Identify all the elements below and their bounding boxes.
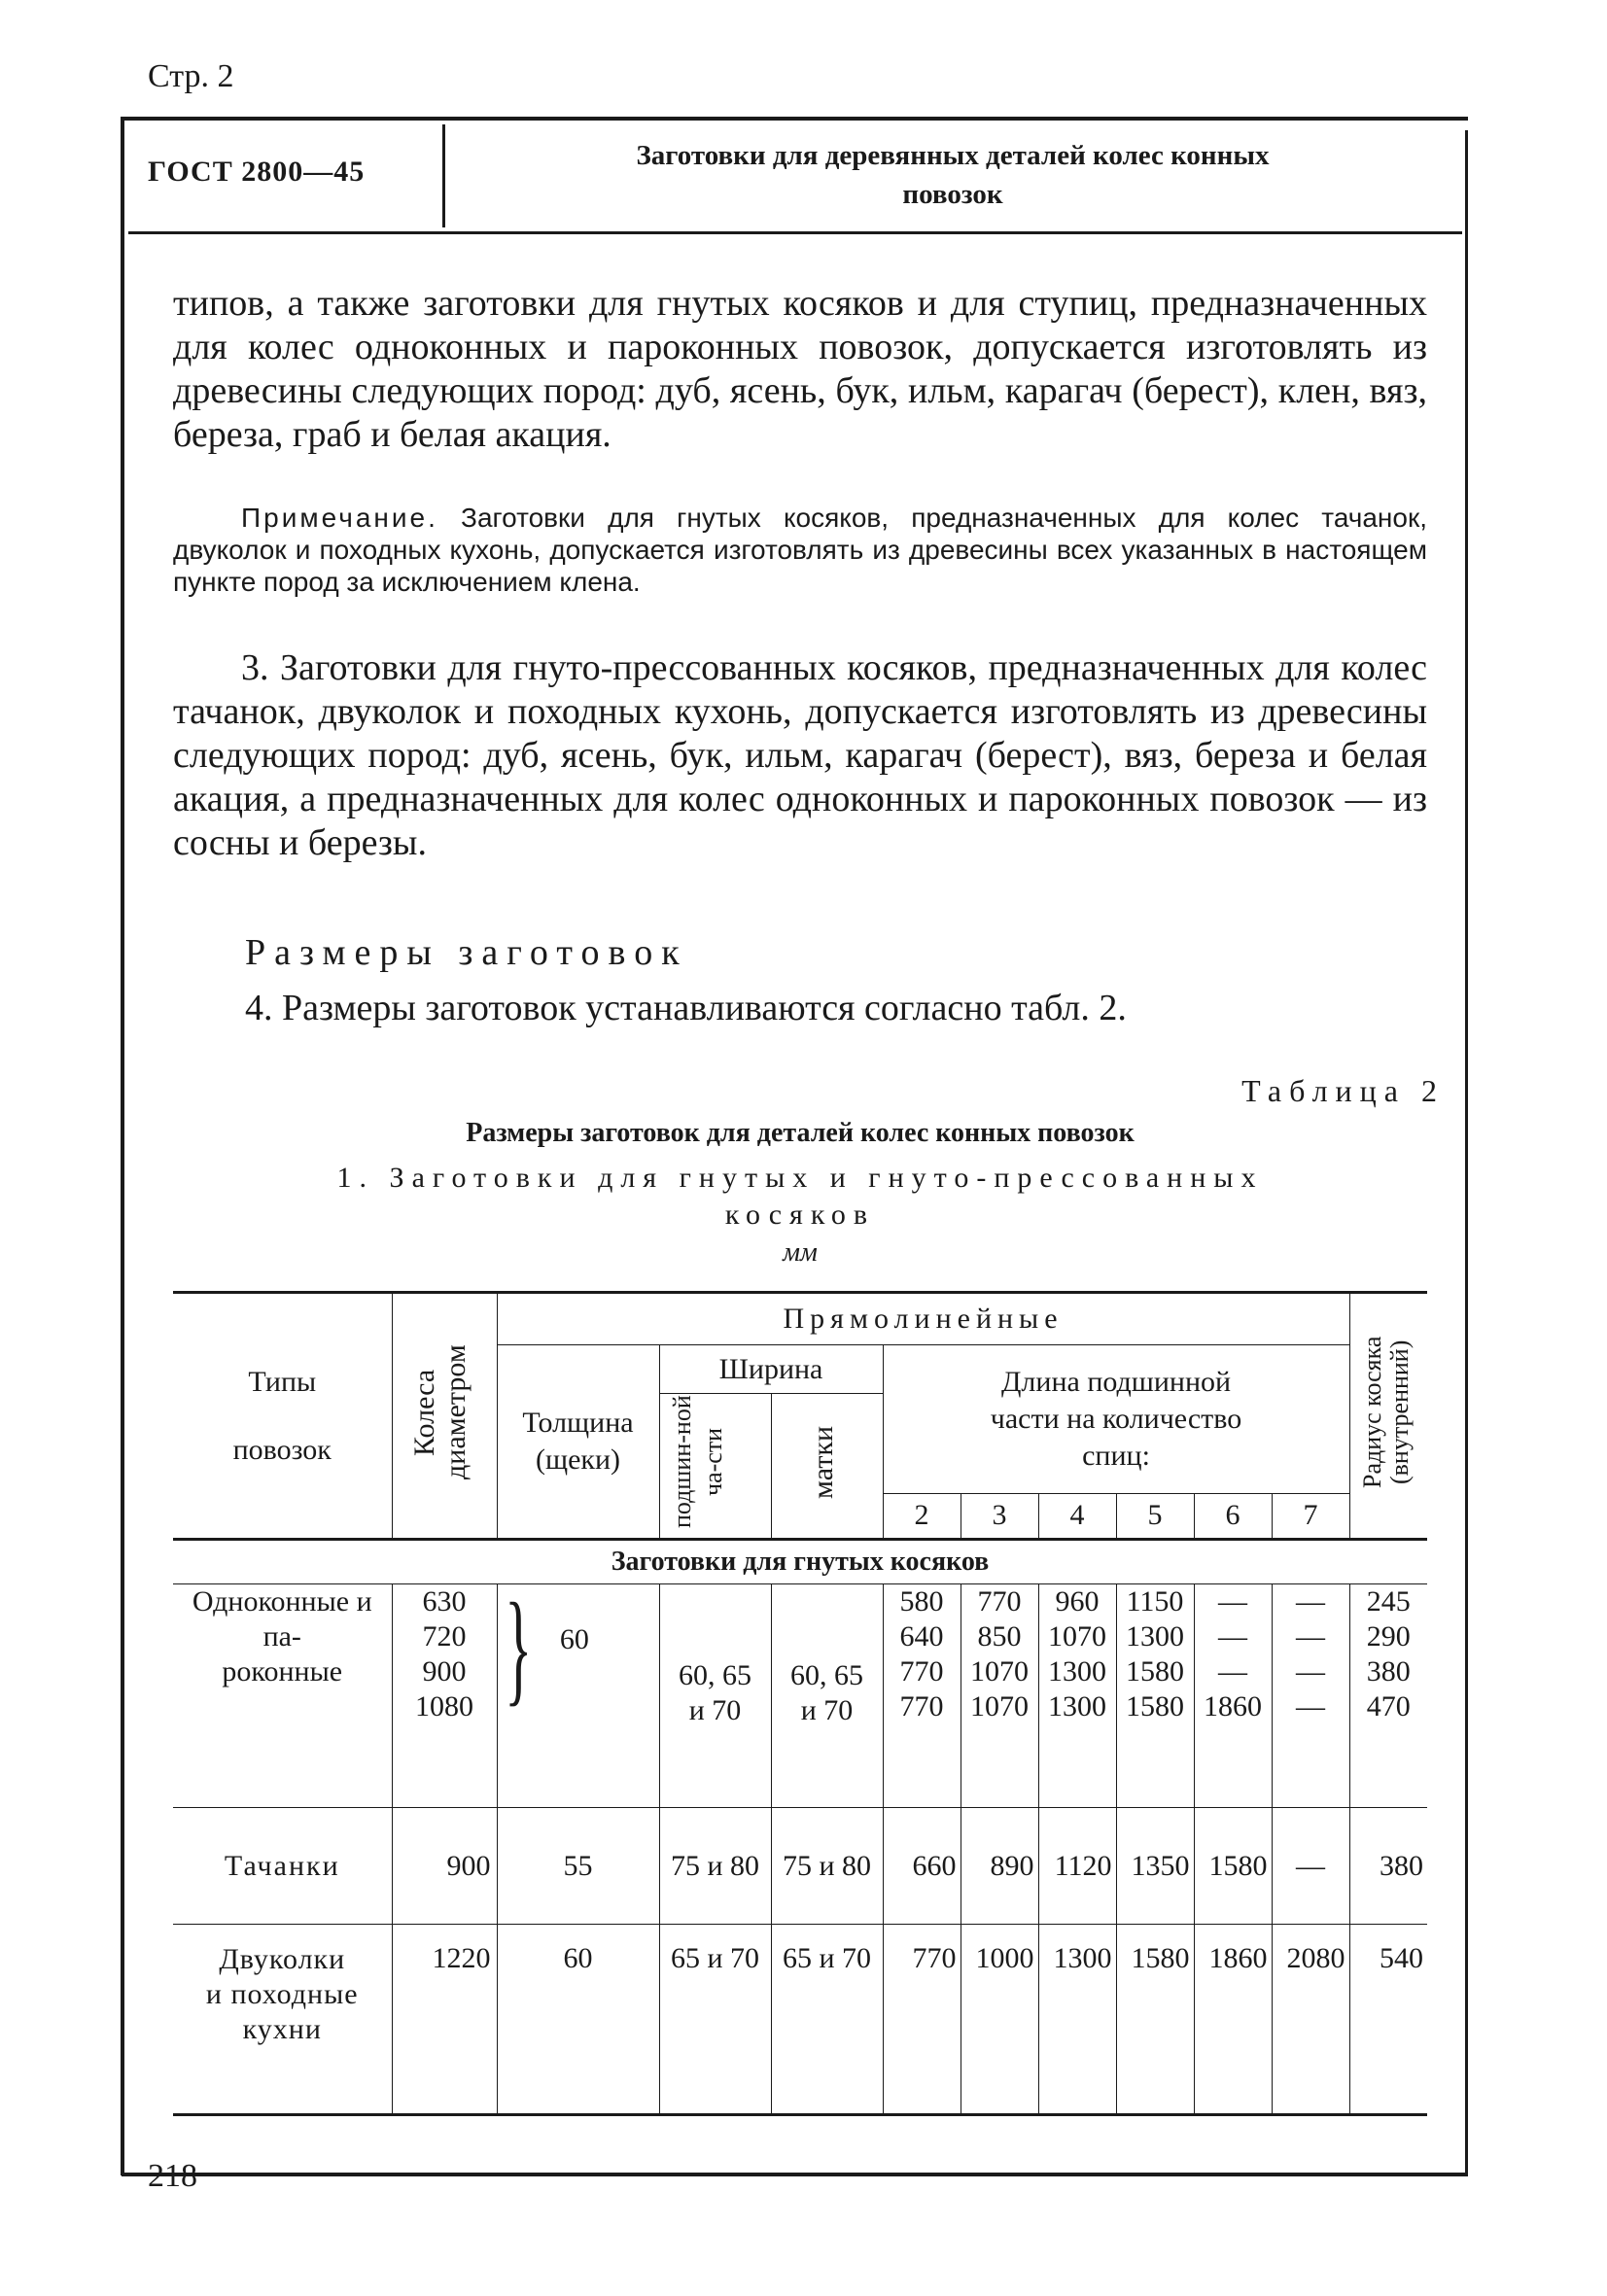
- row-width-tire: [659, 1584, 771, 1808]
- row-type: Тачанки: [173, 1808, 392, 1925]
- paragraph-top: типов, а также заготовки для гнутых косяков и для ступиц, предназначенных для колес одноконных и пароконных повозок, допускается изготовлять из древесины следующих пород: дуб, ясень, бук, ильм, карагач (берест), клен, вяз, береза, граб и белая акация.: [173, 283, 1427, 455]
- cell-value: 470: [1366, 1690, 1411, 1722]
- brace-icon: }: [504, 1578, 532, 1718]
- header-diameter: [392, 1293, 497, 1540]
- row-spoke-2: [883, 1584, 961, 1808]
- row-radius: [1349, 1584, 1427, 1808]
- note-body: Заготовки для гнутых косяков, предназначенных для колес тачанок, двуколок и походных кухонь, допускается изготовлять из древесины всех указанных в настоящем пункте пород за исключением клена.: [173, 503, 1427, 597]
- row-thickness: 60: [497, 1925, 659, 2115]
- table-number: Таблица 2: [1241, 1073, 1445, 1108]
- frame-top: [122, 117, 1468, 121]
- cell-value: 1300: [1048, 1690, 1106, 1722]
- row-diameter: 1220: [392, 1925, 497, 2115]
- cell-value: 770: [899, 1690, 944, 1722]
- row-spoke-5: [1116, 1584, 1194, 1808]
- cell-value: 1580: [1126, 1690, 1184, 1722]
- cell-value: 380: [1366, 1655, 1411, 1687]
- header-diameter-text: Колеса диаметром: [408, 1344, 472, 1479]
- cell-value: —: [1218, 1620, 1247, 1652]
- header-spoke: 7: [1272, 1493, 1349, 1539]
- header-width-tire: [659, 1394, 771, 1540]
- row-width-tire: 65 и 70: [659, 1925, 771, 2115]
- section-heading: Размеры заготовок: [245, 932, 688, 973]
- row-spoke-3: 1000: [961, 1925, 1038, 2115]
- cell-value: 60, 65: [679, 1659, 751, 1691]
- header-width: Ширина: [659, 1345, 883, 1394]
- cell-value: —: [1296, 1585, 1326, 1618]
- cell-value: —: [1296, 1690, 1326, 1722]
- row-spoke-4: [1038, 1584, 1116, 1808]
- table-subtitle: [173, 1160, 1427, 1234]
- header-spoke: 5: [1116, 1493, 1194, 1539]
- header-title-line1: Заготовки для деревянных деталей колес конных: [636, 140, 1270, 171]
- cell-value: 60: [559, 1623, 589, 1655]
- header-spoke: 4: [1038, 1493, 1116, 1539]
- paragraph-3: 3. Заготовки для гнуто-прессованных косяков, предназначенных для колес тачанок, двуколок и походных кухонь, допускается изготовлять из древесины следующих пород: дуб, ясень, бук, ильм, карагач (берест), вяз, береза и белая акация, а предназначенных для колес одноконных и пароконных повозок — из сосны и березы.: [173, 647, 1427, 863]
- header-length-line2: части на количество: [990, 1402, 1242, 1435]
- cell-value: —: [1218, 1655, 1247, 1687]
- header-width-tire-text: подшин-ной ча-сти: [667, 1395, 727, 1529]
- row-spoke-4: 1120: [1038, 1808, 1116, 1925]
- page-number: 218: [148, 2158, 197, 2194]
- note: [173, 502, 1427, 598]
- cell-value: 290: [1366, 1620, 1411, 1652]
- header-rule: [128, 231, 1462, 234]
- header-length-line3: спиц:: [1082, 1439, 1150, 1472]
- section-label: Заготовки для гнутых косяков: [173, 1540, 1427, 1584]
- cell-value: 770: [977, 1585, 1022, 1618]
- table-units: мм: [783, 1237, 818, 1268]
- header-title: [457, 136, 1449, 214]
- cell-value: 1150: [1126, 1585, 1184, 1618]
- header-title-line2: повозок: [902, 179, 1003, 210]
- cell-value: 900: [422, 1655, 467, 1687]
- row-spoke-7: [1272, 1584, 1349, 1808]
- cell-value: 580: [899, 1585, 944, 1618]
- header-width-hub-text: матки: [806, 1425, 839, 1499]
- cell-value: и 70: [800, 1694, 854, 1726]
- cell-value: и 70: [688, 1694, 742, 1726]
- header-thickness-line1: Толщина: [522, 1407, 634, 1439]
- row-spoke-7: 2080: [1272, 1925, 1349, 2115]
- row-spoke-7: —: [1272, 1808, 1349, 1925]
- row-type: [173, 1925, 392, 2115]
- cell-value: 640: [899, 1620, 944, 1652]
- cell-value: 1070: [1048, 1620, 1106, 1652]
- cell-value: 850: [977, 1620, 1022, 1652]
- row-thickness: 55: [497, 1808, 659, 1925]
- cell-value: 720: [422, 1620, 467, 1652]
- header-width-hub: [771, 1394, 883, 1540]
- cell-value: —: [1296, 1620, 1326, 1652]
- row-diameter: 900: [392, 1808, 497, 1925]
- cell-value: 1300: [1126, 1620, 1184, 1652]
- cell-value: 245: [1366, 1585, 1411, 1618]
- row-spoke-5: 1350: [1116, 1808, 1194, 1925]
- row-type-line: и походные: [205, 1978, 359, 2010]
- header-length-line1: Длина подшинной: [1000, 1365, 1232, 1398]
- frame-right: [1465, 130, 1468, 2175]
- row-thickness: [497, 1578, 659, 1808]
- paragraph-4: 4. Размеры заготовок устанавливаются согласно табл. 2.: [245, 988, 1127, 1028]
- header-spoke: 3: [961, 1493, 1038, 1539]
- cell-value: —: [1296, 1655, 1326, 1687]
- row-spoke-3: 890: [961, 1808, 1038, 1925]
- row-type-line: Одноконные и па-: [192, 1585, 372, 1652]
- header-radius-text: Радиус косяка (внутренний): [1358, 1336, 1415, 1488]
- header-type-line1: Типы: [248, 1365, 317, 1398]
- header-thickness-line2: (щеки): [535, 1444, 621, 1476]
- cell-value: 1080: [415, 1690, 473, 1722]
- row-radius: 380: [1349, 1808, 1427, 1925]
- header-separator: [442, 124, 445, 227]
- row-spoke-6: 1860: [1194, 1925, 1272, 2115]
- row-width-tire: 75 и 80: [659, 1808, 771, 1925]
- table-row: [173, 1808, 1427, 1925]
- header-type-line2: повозок: [232, 1433, 332, 1466]
- row-type-line: Двуколки: [219, 1943, 346, 1975]
- cell-value: 960: [1055, 1585, 1100, 1618]
- header-spoke: 6: [1194, 1493, 1272, 1539]
- row-type-line: роконные: [222, 1655, 343, 1687]
- row-spoke-2: 770: [883, 1925, 961, 2115]
- header-straight: Прямолинейные: [497, 1293, 1349, 1345]
- row-width-hub: 75 и 80: [771, 1808, 883, 1925]
- table-row: [173, 1925, 1427, 2115]
- row-width-hub: [771, 1584, 883, 1808]
- row-spoke-5: 1580: [1116, 1925, 1194, 2115]
- frame-left: [121, 117, 124, 2175]
- table-subtitle-line2: косяков: [724, 1199, 876, 1231]
- blanks-table: [173, 1291, 1427, 2116]
- cell-value: —: [1218, 1585, 1247, 1618]
- header-length: [883, 1345, 1349, 1494]
- table-title: Размеры заготовок для деталей колес конных повозок: [466, 1118, 1135, 1148]
- row-spoke-6: 1580: [1194, 1808, 1272, 1925]
- cell-value: 1070: [970, 1690, 1029, 1722]
- table-subtitle-line1: 1. Заготовки для гнутых и гнуто-прессованных: [336, 1162, 1264, 1194]
- row-radius: 540: [1349, 1925, 1427, 2115]
- header-spoke: 2: [883, 1493, 961, 1539]
- header-radius: [1349, 1293, 1427, 1540]
- row-spoke-6: [1194, 1584, 1272, 1808]
- page-label: Стр. 2: [148, 58, 234, 94]
- gost-code: ГОСТ 2800—45: [148, 156, 366, 188]
- row-spoke-4: 1300: [1038, 1925, 1116, 2115]
- row-spoke-2: 660: [883, 1808, 961, 1925]
- cell-value: 1860: [1204, 1690, 1262, 1722]
- row-diameters: [392, 1584, 497, 1808]
- cell-value: 630: [422, 1585, 467, 1618]
- row-type-line: кухни: [242, 2013, 322, 2045]
- table-row: [173, 1584, 1427, 1808]
- cell-value: 1580: [1126, 1655, 1184, 1687]
- row-type: [173, 1584, 392, 1808]
- note-label: Примечание.: [241, 503, 438, 533]
- cell-value: 1070: [970, 1655, 1029, 1687]
- cell-value: 60, 65: [790, 1659, 863, 1691]
- header-thickness: [497, 1345, 659, 1540]
- row-spoke-3: [961, 1584, 1038, 1808]
- frame-bottom: [122, 2173, 1468, 2176]
- cell-value: 1300: [1048, 1655, 1106, 1687]
- row-width-hub: 65 и 70: [771, 1925, 883, 2115]
- cell-value: 770: [899, 1655, 944, 1687]
- header-type: [173, 1293, 392, 1540]
